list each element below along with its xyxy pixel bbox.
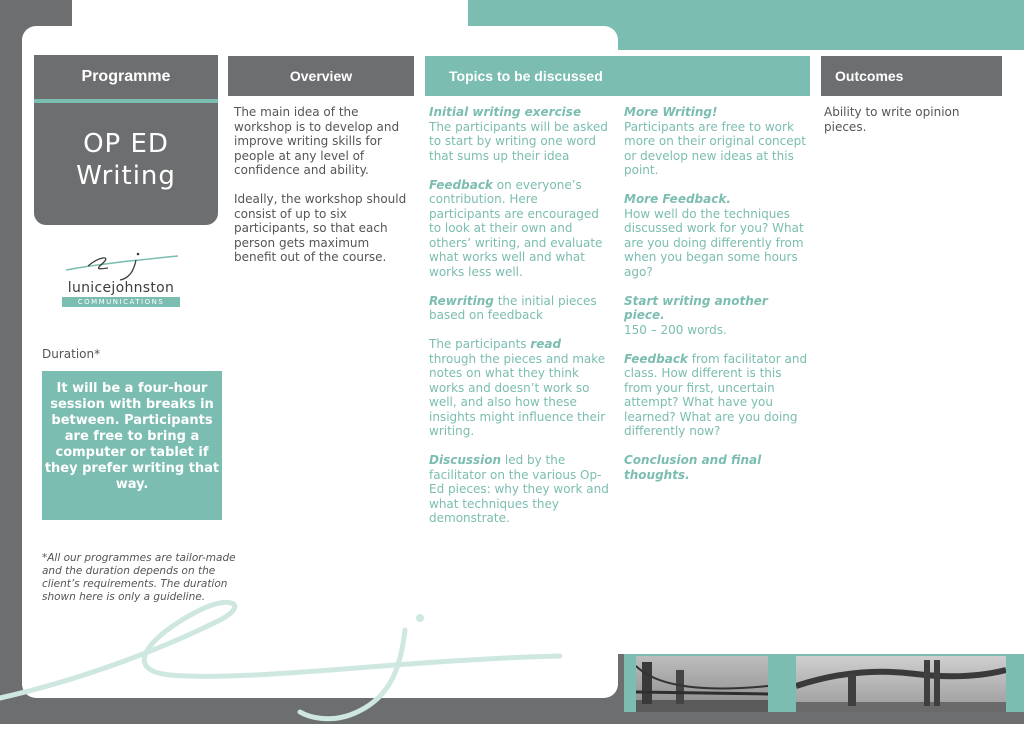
- topic-text: the initial pieces based on feedback: [429, 293, 597, 322]
- topic-bold: Discussion: [429, 453, 502, 467]
- duration-footnote: *All our programmes are tailor-made and the duration depends on the client’s requirements. The duration shown here is only a guideline.: [42, 552, 236, 603]
- logo-name: lunicejohnston: [67, 280, 175, 296]
- topics-header: Topics to be discussed: [425, 56, 810, 96]
- ej-watermark: [0, 590, 620, 730]
- topic-text: from facilitator and class. How different is this from your first, uncertain attempt? What have you learned? What are you doing differently now?: [624, 351, 808, 438]
- topic-text: on everyone’s contribution. Here participants are encouraged to look at their own and others’ writing, and evaluate what works well and what works less well.: [429, 177, 603, 279]
- topic-item: [429, 178, 611, 280]
- topic-text: through the pieces and make notes on what they think works and doesn’t work so well, and also how these insights might influence their writing.: [429, 351, 606, 438]
- topic-text: How well do the techniques discussed work for you? What are you doing differently from when you began some hours ago?: [624, 206, 804, 279]
- overview-para1: The main idea of the workshop is to develop and improve writing skills for people at any level of confidence and ability.: [234, 105, 400, 177]
- topic-bold: Start writing another piece.: [624, 293, 768, 322]
- programme-header: Programme: [34, 55, 218, 103]
- logo-subtitle: COMMUNICATIONS: [62, 297, 180, 307]
- topic-pre: The participants: [429, 337, 531, 351]
- topic-item: [624, 294, 808, 338]
- topic-bold: read: [530, 337, 562, 351]
- programme-title: [34, 103, 218, 225]
- topics-column-2: [624, 105, 808, 497]
- overview-para2: Ideally, the workshop should consist of up to six participants, so that each person gets maximum benefit out of the course.: [234, 192, 407, 264]
- topic-bold: More Writing!: [624, 105, 718, 119]
- topic-item: [624, 453, 808, 482]
- programme-title-line2: Writing: [76, 161, 176, 191]
- overview-text: [234, 105, 414, 265]
- bridge-photo-right: [796, 656, 1006, 712]
- outcomes-text: Ability to write opinion pieces.: [824, 105, 960, 134]
- topic-bold: Feedback: [624, 351, 688, 366]
- topic-bold: Initial writing exercise: [429, 105, 582, 119]
- topic-text: Participants are free to work more on their original concept or develop new ideas at this point.: [624, 119, 806, 177]
- bridge-photo-left: [636, 656, 768, 712]
- topic-item: [624, 105, 808, 178]
- overview-header: Overview: [228, 56, 414, 96]
- topic-item: [624, 192, 808, 279]
- topic-bold: Feedback: [429, 177, 493, 192]
- duration-label: Duration*: [42, 347, 101, 361]
- topic-item: [429, 453, 611, 526]
- programme-title-line1: OP ED: [83, 129, 169, 159]
- topic-bold: Rewriting: [429, 293, 494, 308]
- topic-text: 150 – 200 words.: [624, 322, 727, 337]
- topics-column-1: [429, 105, 611, 540]
- duration-box: It will be a four-hour session with breaks in between. Participants are free to bring a computer or tablet if they prefer writing that way.: [42, 371, 222, 520]
- topic-item: [624, 352, 808, 439]
- topic-bold: Conclusion and final thoughts.: [624, 453, 762, 482]
- topic-item: [429, 105, 611, 163]
- logo-monogram-icon: [58, 248, 188, 282]
- topic-item: [429, 294, 611, 323]
- topic-text: The participants will be asked to start by writing one word that sums up their idea: [429, 119, 608, 163]
- outcomes-header: Outcomes: [821, 56, 1002, 96]
- topic-item: [429, 337, 611, 439]
- topic-bold: More Feedback.: [624, 192, 731, 206]
- topic-text: led by the facilitator on the various Op-Ed pieces: why they work and what techniques they demonstrate.: [429, 453, 609, 525]
